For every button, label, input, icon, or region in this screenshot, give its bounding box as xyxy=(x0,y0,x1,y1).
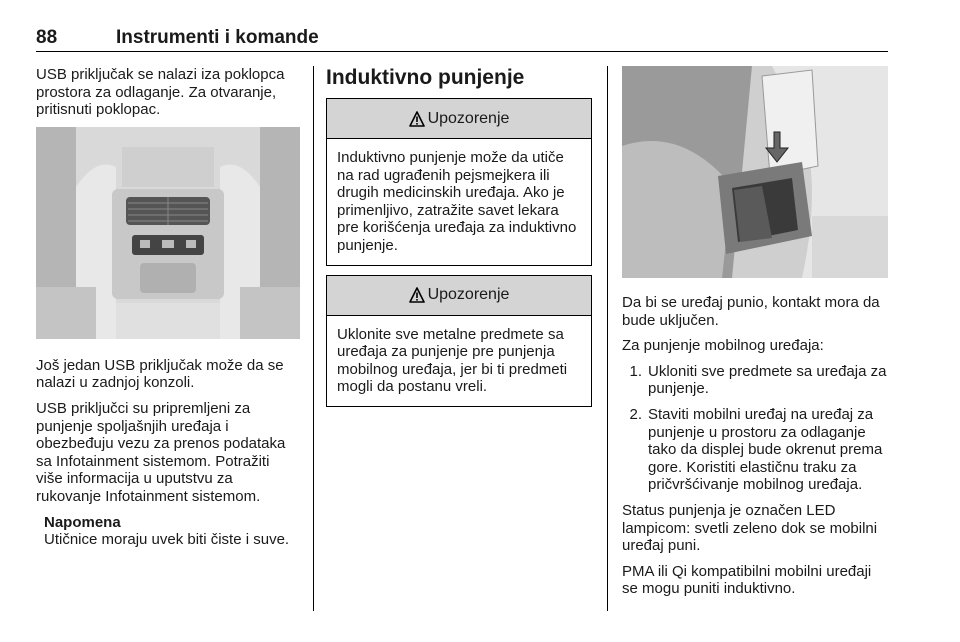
page-header xyxy=(36,24,888,52)
charging-steps-intro: Za punjenje mobilnog uređaja: xyxy=(622,337,824,355)
step-text: Ukloniti sve predmete sa uređaja za punjenje. xyxy=(648,362,887,398)
section-title: Induktivno punjenje xyxy=(326,66,525,89)
chapter-title: Instrumenti i komande xyxy=(116,27,319,48)
warning-box-2 xyxy=(326,275,592,407)
warning-title: Upozorenje xyxy=(427,109,510,127)
warning-header xyxy=(327,99,591,139)
column-right xyxy=(622,66,888,606)
charging-steps-list xyxy=(622,363,888,494)
warning-text: Uklonite sve metalne predmete sa uređaja za punjenje pre punjenja mobilnog uređaja, jer bi ti predmeti mogli da postanu vreli. xyxy=(337,325,568,396)
column-left xyxy=(36,66,300,549)
warning-box-1 xyxy=(326,98,592,266)
warning-header xyxy=(327,276,591,316)
step-number: 1. xyxy=(629,362,642,380)
rear-console-usb-photo xyxy=(36,127,300,339)
warning-triangle-icon xyxy=(409,287,425,303)
note-text: Utičnice moraju uvek biti čiste i suve. xyxy=(44,531,290,549)
compatibility-paragraph: PMA ili Qi kompatibilni mobilni uređaji se mogu puniti induktivno. xyxy=(622,562,872,598)
usb-intro-paragraph: USB priključak se nalazi iza poklopca prostora za odlaganje. Za otvaranje, pritisnuti poklopac. xyxy=(36,66,285,119)
column-middle xyxy=(326,66,592,416)
step-text: Staviti mobilni uređaj na uređaj za punjenje u prostoru za odlaganje tako da displej bude okrenut prema gore. Koristiti elastičnu traku za pričvršćivanje mobilnog uređaja. xyxy=(648,405,883,494)
list-item xyxy=(622,406,888,494)
page-number: 88 xyxy=(36,27,58,48)
warning-title: Upozorenje xyxy=(427,286,510,304)
usb-rear-console-paragraph: Još jedan USB priključak može da se nalazi u zadnjoj konzoli. xyxy=(36,356,284,392)
list-item xyxy=(622,363,888,398)
usb-charging-paragraph: USB priključci su pripremljeni za punjenje spoljašnjih uređaja i obezbeđuju vezu za prenos podataka sa Infotainment sistemom. Potražiti više informacija u uputstvu za rukovanje Infotainment sistemom. xyxy=(36,399,286,505)
step-number: 2. xyxy=(629,405,642,423)
column-divider-2 xyxy=(607,66,608,611)
note-block xyxy=(36,514,300,549)
column-divider-1 xyxy=(313,66,314,611)
charging-status-paragraph: Status punjenja je označen LED lampicom: svetli zeleno dok se mobilni uređaj puni. xyxy=(622,501,878,555)
note-title: Napomena xyxy=(44,513,121,531)
ignition-paragraph: Da bi se uređaj punio, kontakt mora da bude uključen. xyxy=(622,294,880,329)
warning-text: Induktivno punjenje može da utiče na rad ugrađenih pejsmejkera ili drugih medicinskih uređaja. Ako je primenljivo, zatražite savet lekara pre korišćenja uređaja za induktivno punjenje. xyxy=(337,149,577,254)
warning-triangle-icon xyxy=(409,111,425,127)
inductive-charger-photo xyxy=(622,66,888,278)
